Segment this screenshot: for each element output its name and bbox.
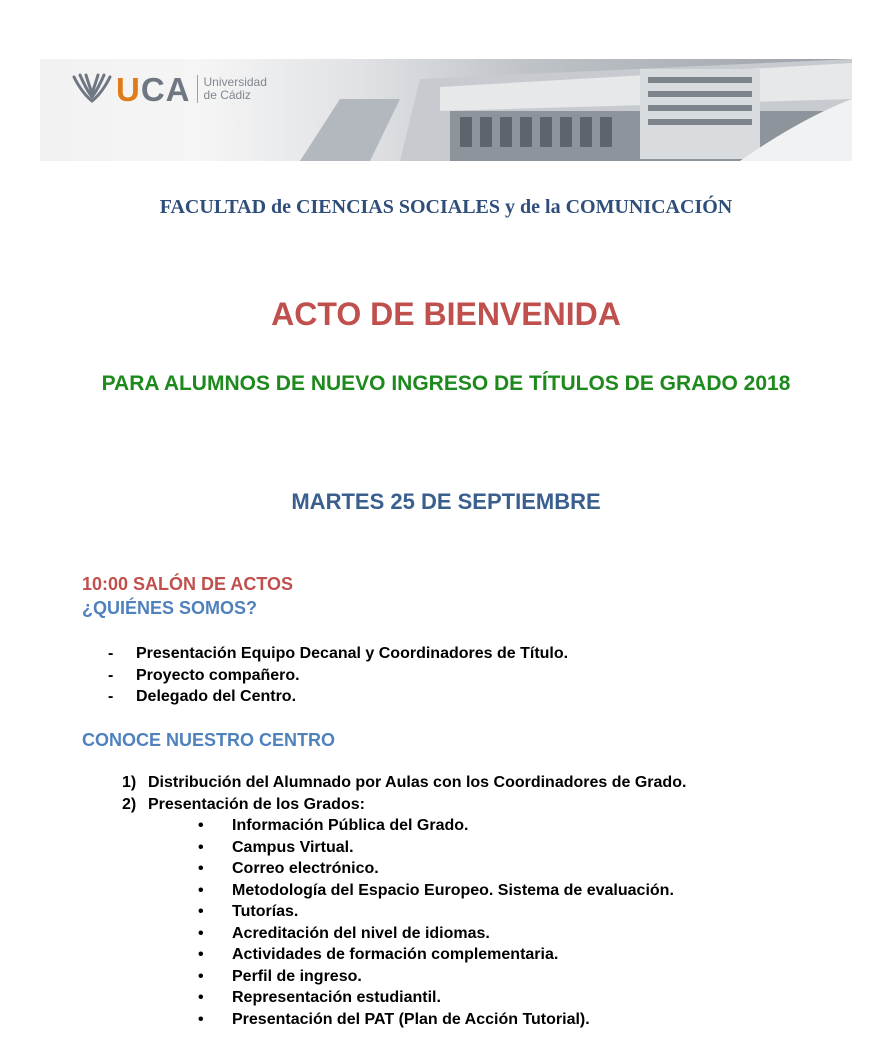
list-item (196, 815, 674, 837)
bullet-icon: • (198, 903, 204, 920)
list-item (196, 901, 674, 923)
section2-heading: CONOCE NUESTRO CENTRO (82, 730, 336, 750)
list-item-text: Distribución del Alumnado por Aulas con los Coordinadores de Grado. (148, 774, 687, 791)
list-item (108, 665, 568, 687)
list-marker: - (108, 688, 114, 705)
page-title: ACTO DE BIENVENIDA (271, 296, 621, 332)
list-item-text: Información Pública del Grado. (232, 817, 469, 834)
section2-list (122, 772, 686, 815)
logo-line-2: de Cádiz (203, 88, 251, 102)
bullet-icon: • (198, 838, 204, 856)
event-date: MARTES 25 DE SEPTIEMBRE (291, 489, 601, 514)
bullet-icon: • (198, 924, 204, 942)
list-item (196, 944, 674, 966)
list-item-text: Presentación del PAT (Plan de Acción Tutorial). (232, 1010, 590, 1028)
list-item-text: Acreditación del nivel de idiomas. (232, 924, 490, 942)
list-item-text: Delegado del Centro. (136, 688, 297, 705)
laurel-icon (68, 71, 116, 107)
list-item (108, 686, 568, 708)
section1-heading: ¿QUIÉNES SOMOS? (82, 598, 258, 618)
list-item-text: Actividades de formación complementaria. (232, 946, 559, 963)
list-marker: - (108, 666, 114, 684)
logo-line-1: Universidad (203, 75, 267, 89)
list-item-text: Tutorías. (232, 903, 299, 920)
list-item-text: Proyecto compañero. (136, 666, 300, 684)
list-item (196, 966, 674, 988)
list-marker: 2) (122, 795, 137, 813)
list-item (196, 880, 674, 902)
list-item (122, 794, 686, 816)
logo-letters-ca: CA (140, 70, 191, 108)
list-item (196, 1009, 674, 1031)
logo-divider (197, 75, 198, 103)
faculty-name: FACULTAD de CIENCIAS SOCIALES y de la COMUNICACIÓN (159, 196, 733, 218)
list-item (196, 837, 674, 859)
list-item-text: Perfil de ingreso. (232, 967, 362, 985)
bullet-icon: • (198, 860, 204, 877)
uca-logo (68, 69, 267, 109)
list-item-text: Representación estudiantil. (232, 989, 441, 1006)
list-marker: - (108, 645, 114, 662)
page-subtitle: PARA ALUMNOS DE NUEVO INGRESO DE TÍTULOS DE GRADO 2018 (101, 372, 791, 395)
bullet-icon: • (198, 946, 204, 963)
header-banner (40, 59, 852, 161)
list-item-text: Campus Virtual. (232, 838, 354, 856)
section1-time-place: 10:00 SALÓN DE ACTOS (82, 574, 294, 594)
bullet-icon: • (198, 881, 204, 899)
logo-letter-u: U (116, 70, 141, 108)
list-item (122, 772, 686, 794)
list-item-text: Presentación Equipo Decanal y Coordinadores de Título. (136, 645, 569, 662)
list-item-text: Presentación de los Grados: (148, 795, 365, 813)
list-item (196, 858, 674, 880)
list-item-text: Correo electrónico. (232, 860, 379, 877)
list-item (196, 923, 674, 945)
list-item (108, 643, 568, 665)
bullet-icon: • (198, 967, 204, 985)
list-marker: 1) (122, 774, 137, 791)
grados-sublist (196, 815, 674, 1030)
logo-subtitle (204, 76, 267, 102)
section1-list (108, 643, 568, 708)
bullet-icon: • (198, 817, 204, 834)
bullet-icon: • (198, 1010, 204, 1028)
bullet-icon: • (198, 989, 204, 1006)
list-item (196, 987, 674, 1009)
list-item-text: Metodología del Espacio Europeo. Sistema de evaluación. (232, 881, 674, 899)
